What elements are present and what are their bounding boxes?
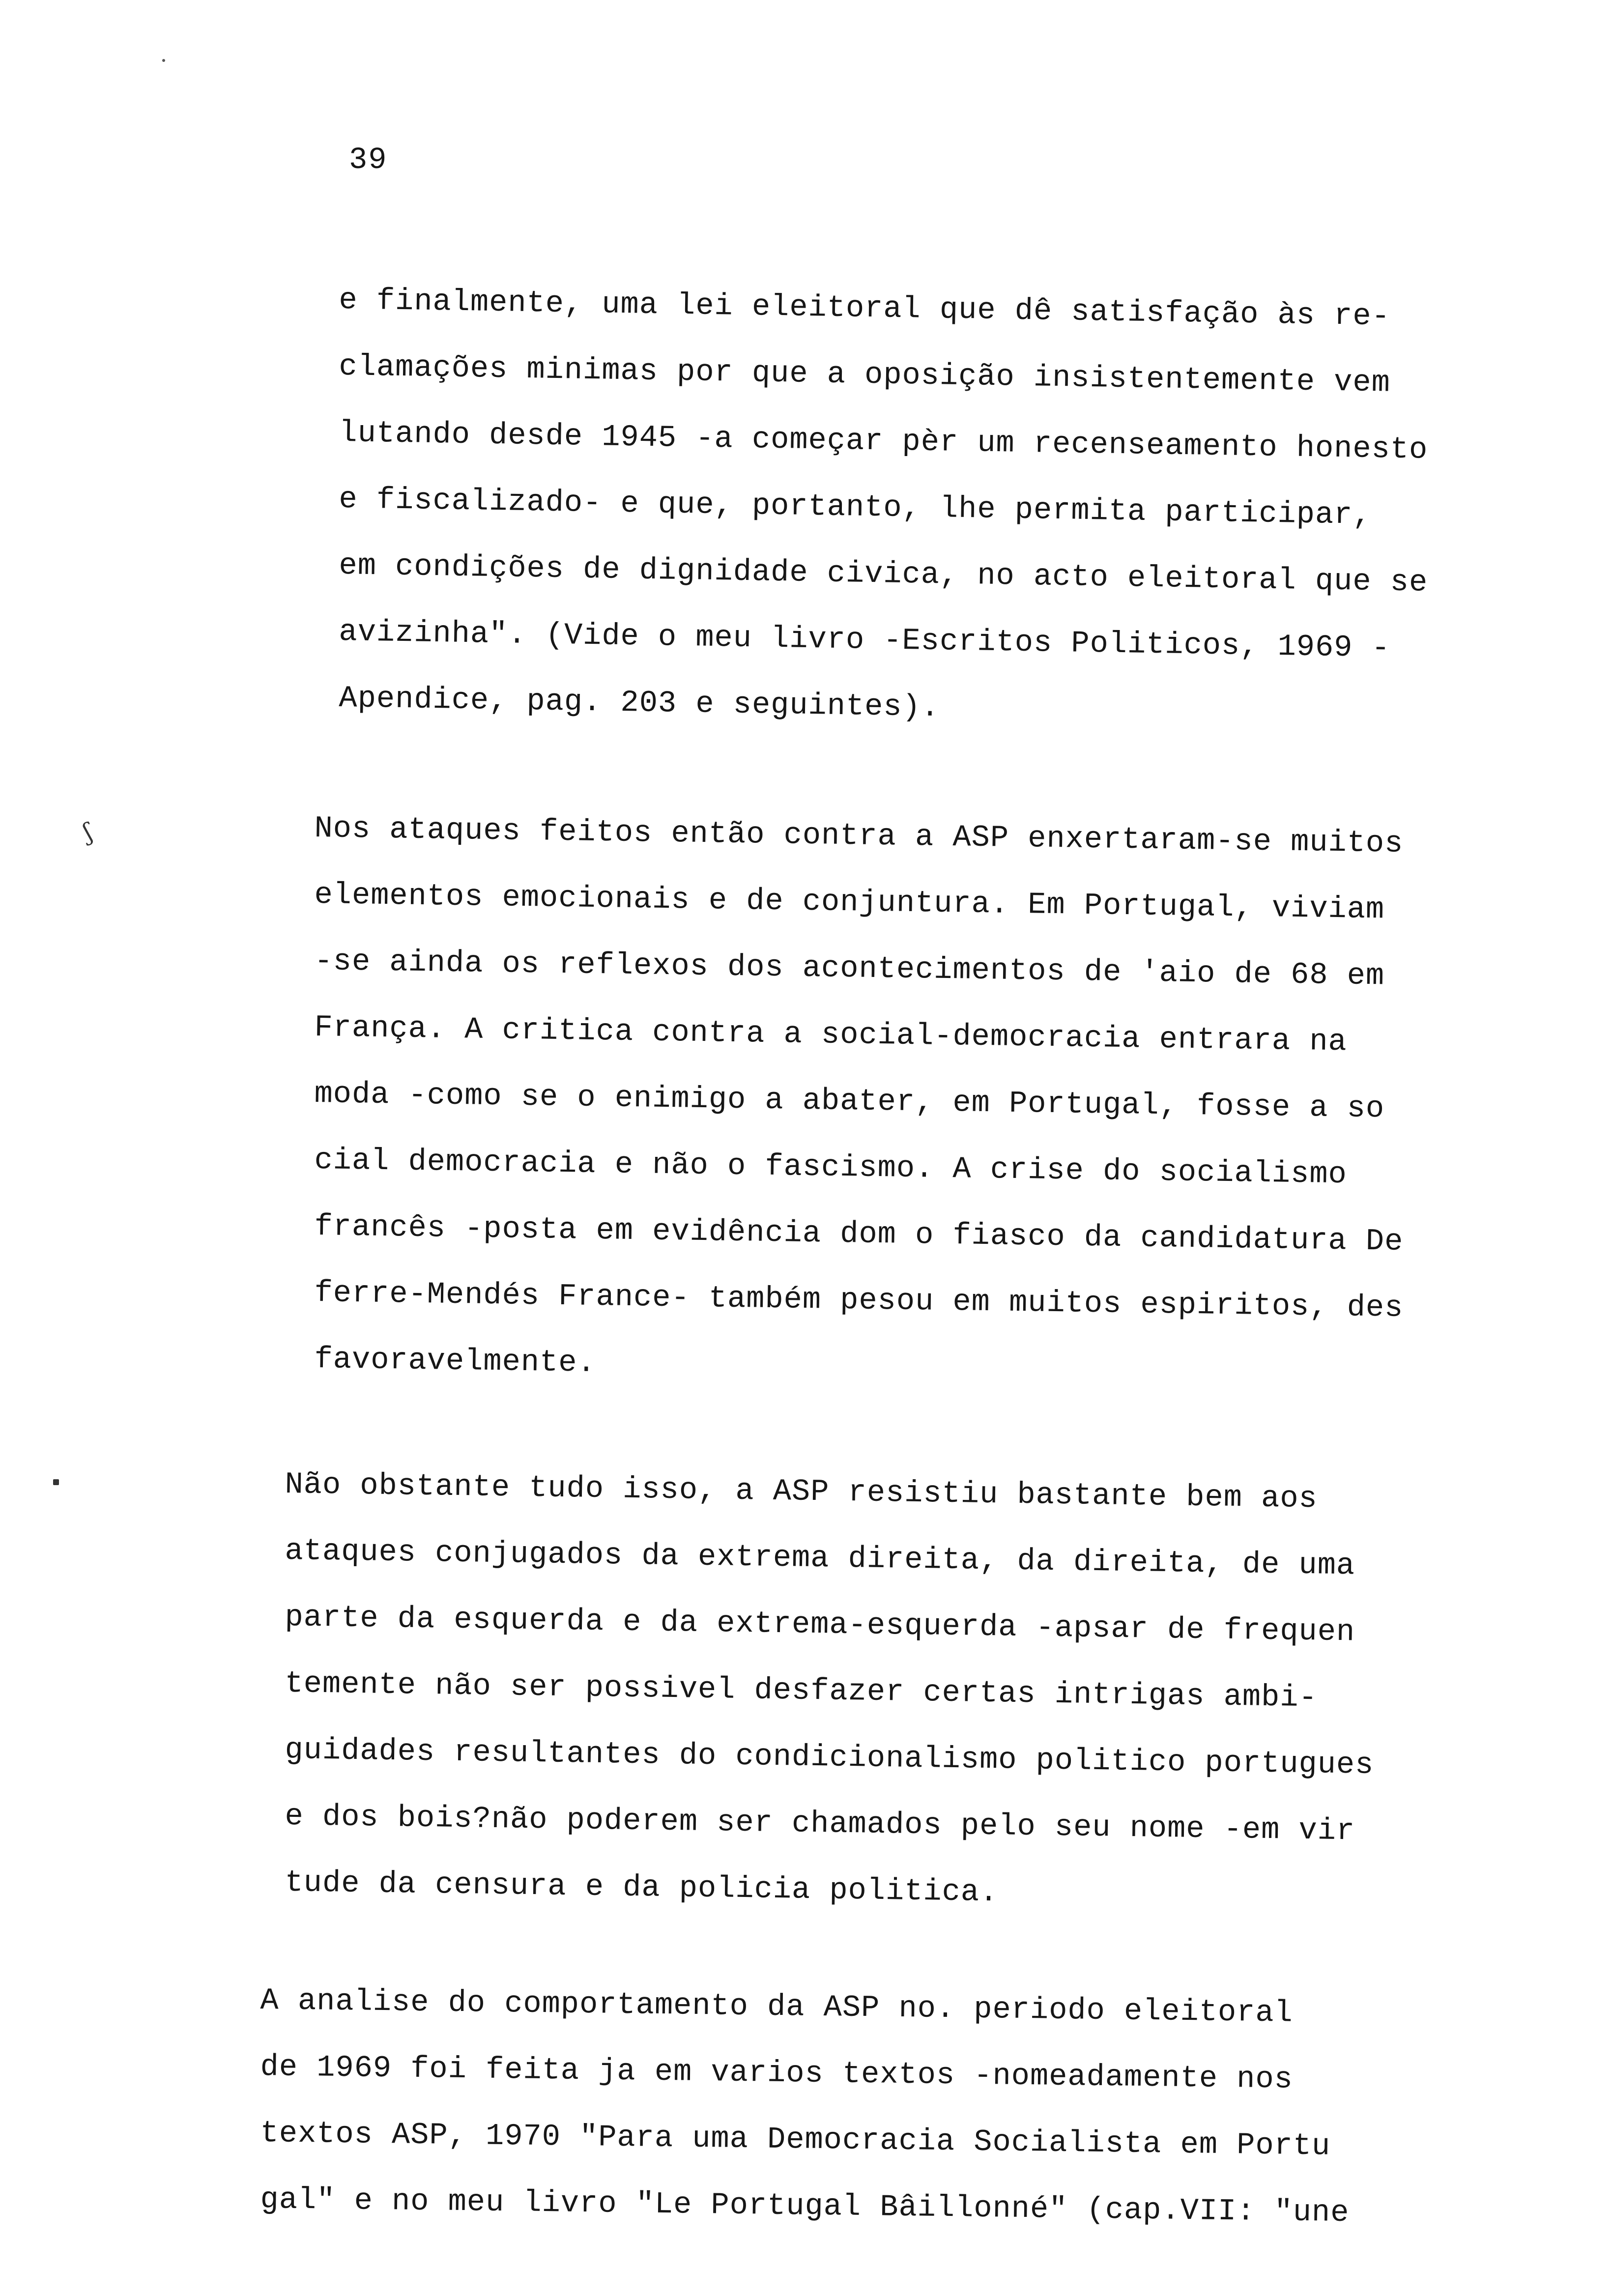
text-line: elementos emocionais e de conjuntura. Em Portugal, viviam bbox=[314, 877, 1385, 927]
text-line: França. A critica contra a social-democracia entrara na bbox=[314, 1010, 1348, 1060]
text-line: ataques conjugados da extrema direita, da direita, de uma bbox=[285, 1533, 1355, 1583]
text-line: parte da esquerda e da extrema-esquerda -apsar de frequen bbox=[285, 1600, 1355, 1650]
paragraph-2 bbox=[315, 813, 1404, 1410]
text-line: guidades resultantes do condicionalismo politico portugues bbox=[285, 1732, 1374, 1782]
speck-mark bbox=[162, 59, 165, 62]
text-line: cial democracia e não o fascismo. A crise do socialismo bbox=[314, 1143, 1348, 1192]
text-line: tude da censura e da policia politica. bbox=[285, 1865, 999, 1910]
text-line: Não obstante tudo isso, a ASP resistiu bastante bem aos bbox=[285, 1467, 1318, 1517]
text-line: francês -posta em evidência dom o fiasco da candidatura De bbox=[314, 1209, 1404, 1259]
text-line: avizinha". (Vide o meu livro -Escritos Politicos, 1969 - bbox=[338, 614, 1391, 666]
text-line: e finalmente, uma lei eleitoral que dê satisfação às re- bbox=[338, 283, 1391, 334]
paragraph-4 bbox=[260, 1985, 1350, 2251]
page-number: 39 bbox=[349, 143, 388, 177]
text-line: clamações minimas por que a oposição insistentemente vem bbox=[338, 349, 1391, 401]
text-line: ferre-Mendés France- também pesou em muitos espiritos, des bbox=[314, 1275, 1404, 1325]
text-line: -se ainda os reflexos dos acontecimentos de 'aio de 68 em bbox=[314, 944, 1385, 994]
text-line: e dos bois?não poderem ser chamados pelo seu nome -em vir bbox=[285, 1799, 1355, 1849]
margin-bracket-mark: ʃ bbox=[80, 818, 96, 846]
margin-dot-mark bbox=[53, 1479, 59, 1485]
text-line: em condições de dignidade civica, no acto eleitoral que se bbox=[338, 548, 1428, 600]
text-line: Nos ataques feitos então contra a ASP enxertaram-se muitos bbox=[314, 811, 1404, 861]
text-line: textos ASP, 1970 "Para uma Democracia Socialista em Portu bbox=[260, 2116, 1331, 2164]
text-line: favoravelmente. bbox=[314, 1342, 597, 1380]
text-line: Apendice, pag. 203 e seguintes). bbox=[338, 681, 940, 725]
text-line: gal" e no meu livro "Le Portugal Bâillonné" (cap.VII: "une bbox=[260, 2182, 1350, 2231]
text-line: lutando desde 1945 -a começar pèr um recenseamento honesto bbox=[338, 415, 1428, 467]
text-line: de 1969 foi feita ja em varios textos -nomeadamente nos bbox=[260, 2049, 1294, 2097]
paragraph-3 bbox=[285, 1469, 1374, 1934]
text-line: moda -como se o enimigo a abater, em Portugal, fosse a so bbox=[314, 1076, 1385, 1126]
text-line: e fiscalizado- e que, portanto, lhe permita participar, bbox=[338, 482, 1372, 533]
text-line: temente não ser possivel desfazer certas intrigas ambi- bbox=[285, 1666, 1318, 1716]
text-line: A analise do comportamento da ASP no. periodo eleitoral bbox=[260, 1983, 1294, 2031]
paragraph-1 bbox=[339, 285, 1428, 749]
